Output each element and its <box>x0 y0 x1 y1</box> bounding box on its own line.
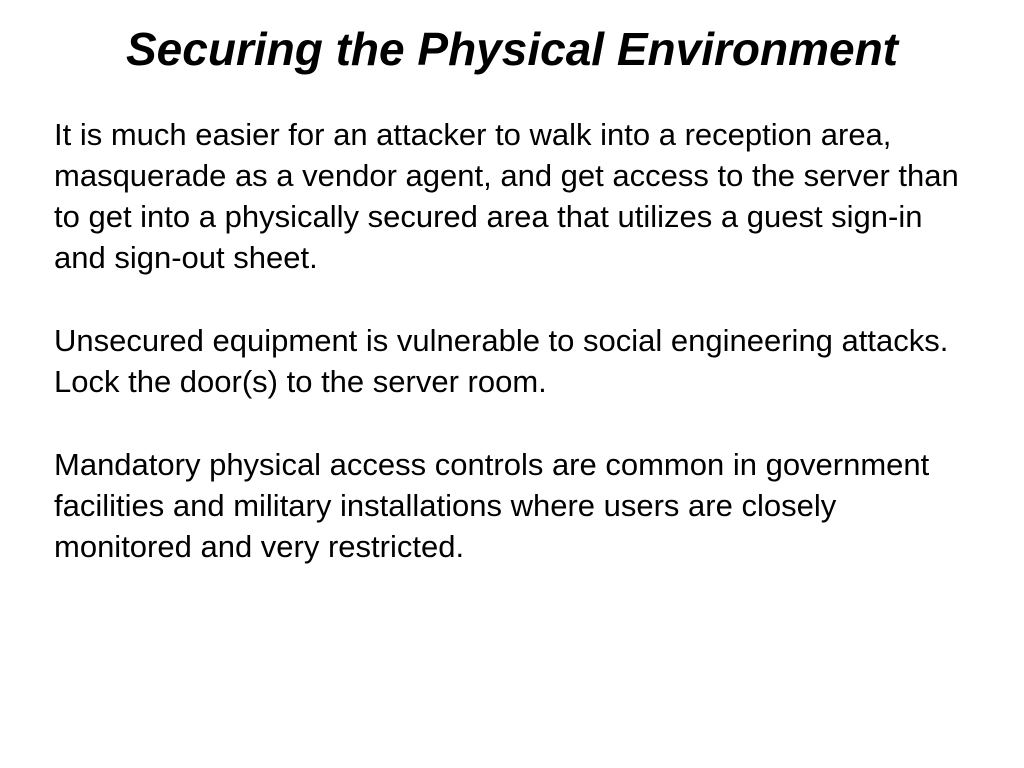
paragraph-reception-area: It is much easier for an attacker to walk into a reception area, masquerade as a vendor agent, and get access to the server than to get into a physically secured area that utilizes a guest sign-in and sign-out sheet. <box>54 117 959 275</box>
paragraph-mandatory-access-controls: Mandatory physical access controls are common in government facilities and military installations where users are closely monitored and very restricted. <box>54 447 930 564</box>
paragraph-unsecured-equipment: Unsecured equipment is vulnerable to social engineering attacks. Lock the door(s) to the server room. <box>54 323 949 399</box>
slide-title: Securing the Physical Environment <box>126 23 898 75</box>
slide-body <box>54 114 979 609</box>
